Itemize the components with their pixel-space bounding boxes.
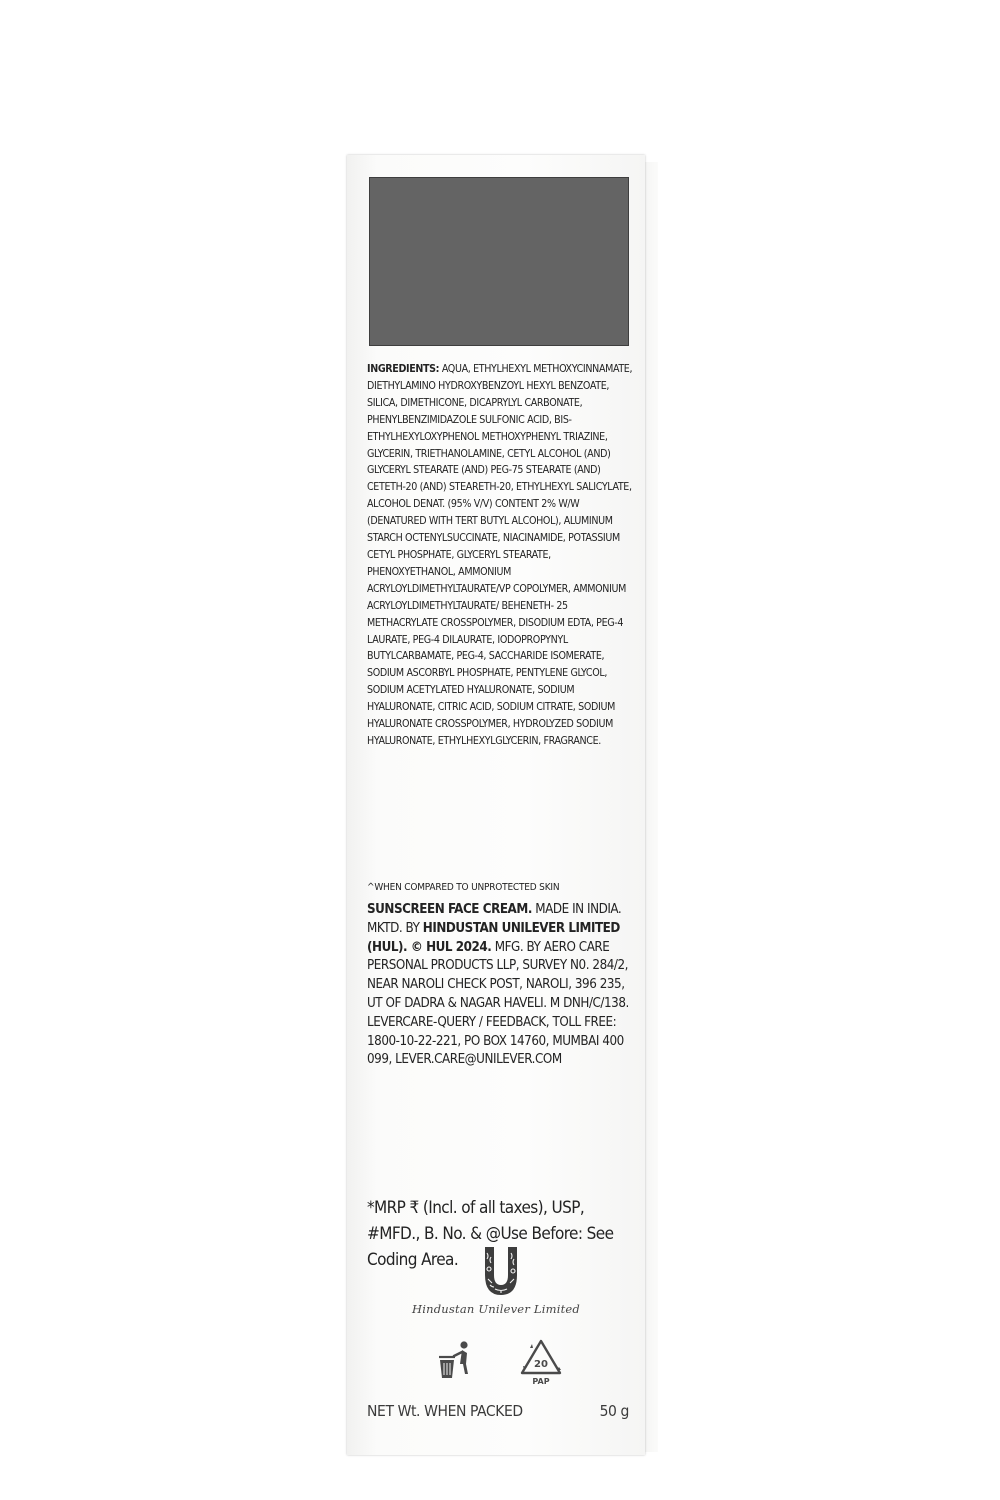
unilever-logo-icon — [481, 1245, 521, 1297]
product-name: SUNSCREEN FACE CREAM. — [367, 902, 532, 917]
manufacturer-address: MFG. BY AERO CARE PERSONAL PRODUCTS LLP, SURVEY N0. 284/2, NEAR NAROLI CHECK POST, NAROLI, 396 235, UT OF DADRA & NAGAR HAVELI. M DNH/C/138. — [367, 939, 629, 1011]
color-swatch-block — [369, 177, 629, 346]
pap-label: PAP — [532, 1377, 550, 1386]
footnote: ^WHEN COMPARED TO UNPROTECTED SKIN — [367, 882, 560, 893]
product-box-back — [347, 155, 645, 1455]
marketer-name: HINDUSTAN UNILEVER LIMITED (HUL). © HUL 2024. — [367, 920, 620, 955]
ingredients-label: INGREDIENTS: — [367, 363, 440, 375]
hul-signature: Hindustan Unilever Limited — [412, 1302, 580, 1316]
recycle-pap-icon — [515, 1338, 567, 1388]
ingredients-list — [367, 361, 639, 750]
ingredients-text: AQUA, ETHYLHEXYL METHOXYCINNAMATE, DIETHYLAMINO HYDROXYBENZOYL HEXYL BENZOATE, SILICA, DIMETHICONE, DICAPRYLYL CARBONATE, PHENYLBENZIMIDAZOLE SULFONIC ACID, BIS-ETHYLHEXYLOXYPHENOL METHOXYPHENYL TRIAZINE, GLYCERIN, TRIETHANOLAMINE, CETYL ALCOHOL (AND) GLYCERYL STEARATE (AND) PEG-75 STEARATE (AND) CETETH-20 (AND) STEARETH-20, ETHYLHEXYL SALICYLATE, ALCOHOL DENAT. (95% V/V) CONTENT 2% W/W (DENATURED WITH TERT BUTYL ALCOHOL), ALUMINUM STARCH OCTENYLSUCCINATE, NIACINAMIDE, POTASSIUM CETYL PHOSPHATE, GLYCERYL STEARATE, PHENOXYETHANOL, AMMONIUM ACRYLOYLDIMETHYLTAURATE/VP COPOLYMER, AMMONIUM ACRYLOYLDIMETHYLTAURATE/ BEHENETH- 25 METHACRYLATE CROSSPOLYMER, DISODIUM EDTA, PEG-4 LAURATE, PEG-4 DILAURATE, IODOPROPYNYL BUTYLCARBAMATE, PEG-4, SACCHARIDE ISOMERATE, SODIUM ASCORBYL PHOSPHATE, PENTYLENE GLYCOL, SODIUM ACETYLATED HYALURONATE, SODIUM HYALURONATE, CITRIC ACID, SODIUM CITRATE, SODIUM HYALURONATE CROSSPOLYMER, HYDROLYZED SODIUM HYALURONATE, ETHYLHEXYLGLYCERIN, FRAGRANCE. — [367, 363, 633, 747]
tidyman-bin-icon — [435, 1340, 475, 1384]
manufacturer-info — [367, 901, 639, 1070]
net-weight-label: NET Wt. WHEN PACKED — [367, 1402, 523, 1420]
pap-number: 20 — [534, 1359, 548, 1370]
net-weight-row — [367, 1402, 629, 1420]
net-weight-value: 50 g — [599, 1402, 629, 1420]
made-in: MADE IN INDIA. MKTD. BY — [367, 902, 622, 936]
mrp-statement: *MRP ₹ (Incl. of all taxes), USP, #MFD., B. No. & @Use Before: See Coding Area. — [367, 1198, 614, 1270]
contact-details: LEVERCARE-QUERY / FEEDBACK, TOLL FREE: 1800-10-22-221, PO BOX 14760, MUMBAI 400 099, LEVER.CARE@UNILEVER.COM — [367, 1014, 624, 1068]
